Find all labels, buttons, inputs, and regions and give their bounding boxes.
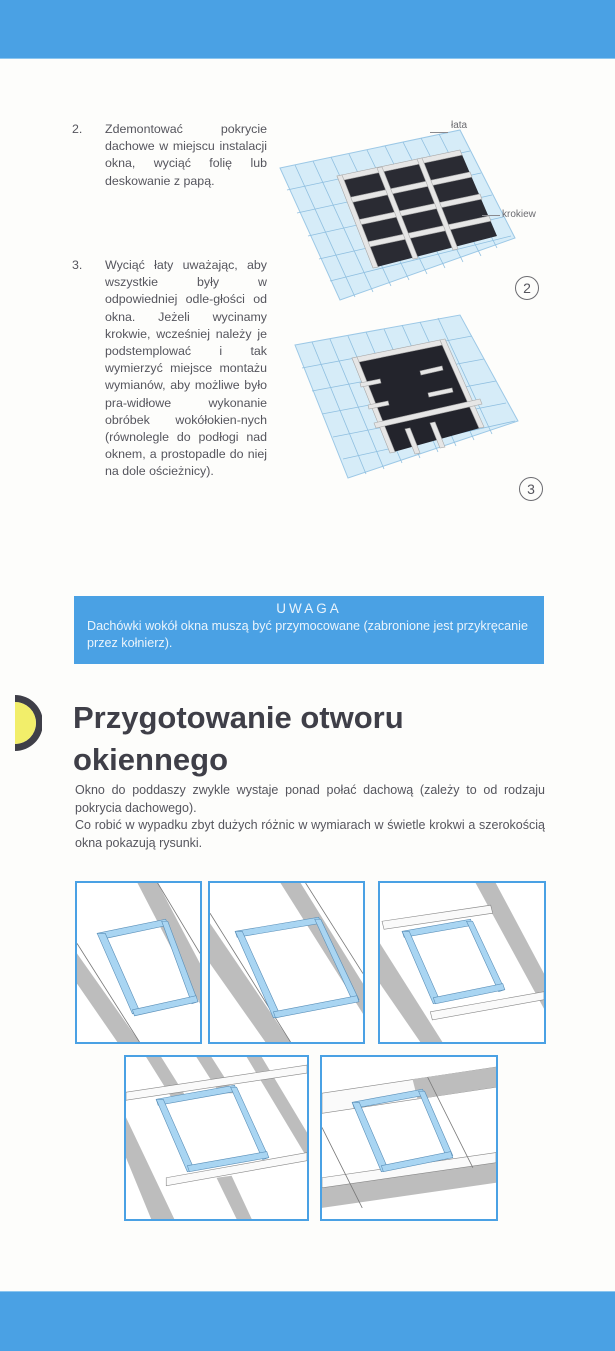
section-marker-icon bbox=[12, 692, 42, 754]
window-frame-figure-4 bbox=[124, 1055, 309, 1221]
step-number: 2. bbox=[72, 122, 83, 136]
figure-number-2: 2 bbox=[515, 276, 539, 300]
label-lata: łata bbox=[451, 120, 468, 131]
warning-body: Dachówki wokół okna muszą być przymocowane (zabronione jest przykręcanie przez kołnierz). bbox=[87, 619, 528, 650]
roof-opening-illustration bbox=[290, 313, 520, 483]
step-text: Zdemontować pokrycie dachowe w miejscu instalacji okna, wyciąć folię lub deskowanie z papą. bbox=[105, 122, 267, 188]
step-number: 3. bbox=[72, 258, 83, 272]
step-3 bbox=[72, 257, 267, 481]
leader-line bbox=[482, 215, 500, 216]
step-text: Wyciąć łaty uważając, aby wszystkie były w odpowiedniej odle-głości od okna. Jeżeli wycinamy krokwie, wcześniej należy je podstemplować i tak wymierzyć miejsce montażu wymianów, aby możliwe było pra-widłowe wykonanie obróbek wokółokien-nych (równolegle do podłogi nad oknem, a prostopadle do niej na dole ościeżnicy). bbox=[105, 258, 267, 479]
section-heading: Przygotowanie otworu okiennego bbox=[73, 700, 404, 777]
window-frame-figure-2 bbox=[208, 881, 365, 1044]
window-frame-figure-3 bbox=[378, 881, 546, 1044]
warning-note bbox=[74, 596, 544, 664]
intro-paragraph: Co robić w wypadku zbyt dużych różnic w wymiarach w świetle krokwi a szerokością okna pokazują rysunki. bbox=[75, 818, 545, 850]
top-color-band bbox=[0, 0, 615, 59]
intro-paragraph: Okno do poddaszy zwykle wystaje ponad połać dachową (zależy to od rodzaju pokrycia dachowego). bbox=[75, 783, 545, 815]
section-intro bbox=[75, 782, 545, 852]
window-frame-figure-1 bbox=[75, 881, 202, 1044]
bottom-color-band bbox=[0, 1291, 615, 1351]
leader-line bbox=[430, 132, 448, 133]
warning-title: UWAGA bbox=[276, 601, 342, 616]
figure-number-3: 3 bbox=[519, 477, 543, 501]
label-krokiew: krokiew bbox=[502, 209, 536, 220]
window-frame-figure-5 bbox=[320, 1055, 498, 1221]
step-2 bbox=[72, 121, 267, 190]
